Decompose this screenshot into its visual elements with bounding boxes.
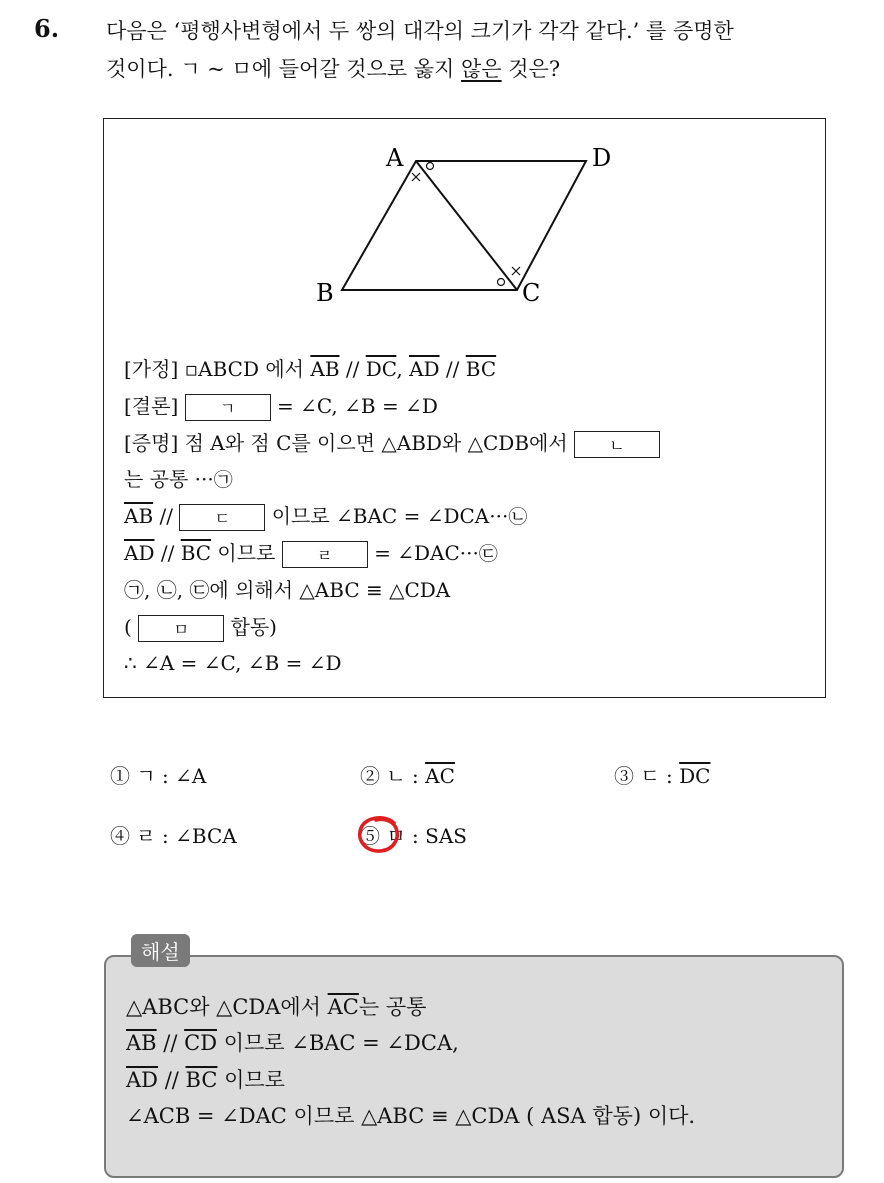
proof-step-common [124, 461, 814, 498]
question-line-2-start: 것이다. ㄱ ~ ㅁ에 들어갈 것으로 옳지 [106, 57, 462, 81]
question-line-2-end: 것은? [501, 57, 561, 81]
solution-tag: 해설 [131, 934, 190, 967]
choice-number: ⑤ [360, 824, 380, 848]
comma: , [396, 357, 410, 381]
segment-ab: $\overline{AB}$ [310, 357, 340, 381]
choice-number: ③ [614, 764, 634, 788]
segment-ad: $\overline{AD}$ [126, 1067, 159, 1092]
solution-text-part: 는 공통 [358, 995, 427, 1019]
solution-line-1 [126, 989, 695, 1025]
solution-text [126, 989, 695, 1135]
segment-dc: $\overline{DC}$ [365, 357, 397, 381]
circled-mark-3: ㉢ [478, 542, 498, 565]
parallelogram-figure [104, 119, 824, 319]
proof-step-4: ㉠, ㉡, ㉢에 의해서 △ABC ≡ △CDA [124, 577, 451, 602]
solution-line-2 [126, 1025, 695, 1061]
solution-line-3 [126, 1062, 695, 1098]
question-number: 6. [34, 14, 60, 43]
choice-text: ㄱ : ∠A [130, 764, 207, 788]
solution-text-part: 이므로 ∠BAC = ∠DCA, [217, 1031, 459, 1056]
proof-step-2 [124, 498, 814, 535]
vertex-label-b: B [316, 279, 334, 307]
diagonal-ac [416, 161, 517, 290]
choice-text: ㄴ : [380, 764, 426, 788]
proof-hypothesis [124, 351, 814, 388]
parallel-sign: // [156, 1031, 185, 1056]
conclusion-suffix: = ∠C, ∠B = ∠D [270, 393, 438, 418]
conclusion-prefix: [결론] [124, 393, 185, 418]
blank-box-2: ㄴ [574, 431, 660, 458]
angle-mark-circle-a [427, 163, 434, 170]
angle-mark-cross-a [412, 173, 420, 181]
segment-ad: $\overline{AD}$ [124, 540, 155, 565]
proof-box [103, 118, 826, 698]
congruence-suffix: 합동) [224, 614, 277, 639]
step-3-suffix: = ∠DAC··· [367, 540, 479, 565]
parallel-sign: // [153, 504, 180, 529]
parallel-sign: // [154, 540, 181, 565]
choice-text: ㅁ : SAS [380, 824, 467, 848]
underlined-word: 않은 [461, 57, 502, 81]
vertex-label-c: C [522, 279, 541, 307]
segment-ab: $\overline{AB}$ [124, 504, 154, 529]
vertex-label-a: A [386, 144, 404, 172]
choice-4[interactable] [110, 820, 237, 849]
choice-1[interactable] [110, 760, 206, 789]
segment-bc: $\overline{BC}$ [185, 1067, 218, 1092]
choice-number: ④ [110, 824, 130, 848]
proof-therefore: ∴ ∠A = ∠C, ∠B = ∠D [124, 651, 342, 676]
choice-segment: $\overline{DC}$ [679, 764, 711, 788]
choice-text: ㄷ : [634, 764, 680, 788]
question-text [106, 12, 866, 88]
parallel-sign: // [439, 357, 466, 381]
hypothesis-prefix: [가정] ▫ABCD 에서 [124, 357, 311, 381]
proof-prefix: [증명] 점 A와 점 C를 이으면 △ABD와 △CDB에서 [124, 430, 575, 455]
proof-conclusion [124, 388, 814, 425]
segment-bc: $\overline{BC}$ [180, 540, 212, 565]
proof-step-1 [124, 425, 814, 462]
blank-box-1: ㄱ [185, 394, 271, 421]
choice-segment: $\overline{AC}$ [425, 764, 455, 788]
angle-mark-cross-c [512, 267, 520, 275]
question-line-1: 다음은 ‘평행사변형에서 두 쌍의 대각의 크기가 각각 같다.’ 를 증명한 [106, 19, 734, 43]
open-paren: ( [124, 614, 139, 639]
choice-2[interactable] [360, 760, 455, 789]
common-text: 는 공통 ··· [124, 467, 214, 492]
segment-cd: $\overline{CD}$ [184, 1031, 218, 1056]
segment-ab: $\overline{AB}$ [126, 1031, 157, 1056]
step-2-suffix: 이므로 ∠BAC = ∠DCA··· [265, 504, 509, 529]
angle-mark-circle-c [498, 279, 505, 286]
segment-bc: $\overline{BC}$ [465, 357, 497, 381]
circled-mark-2: ㉡ [508, 506, 528, 529]
choice-text: ㄹ : ∠BCA [130, 824, 237, 848]
answer-circle-mark [356, 814, 402, 856]
choice-number: ① [110, 764, 130, 788]
circled-mark-1: ㉠ [213, 469, 233, 492]
parallelogram-shape [342, 161, 586, 290]
proof-step-3 [124, 535, 814, 572]
segment-ac: $\overline{AC}$ [327, 995, 359, 1019]
solution-text-part: △ABC와 △CDA에서 [126, 995, 328, 1019]
blank-box-5: ㅁ [138, 615, 224, 642]
proof-step-5 [124, 609, 814, 646]
blank-box-3: ㄷ [179, 504, 265, 531]
solution-box [104, 955, 844, 1178]
choice-3[interactable] [614, 760, 710, 789]
segment-ad: $\overline{AD}$ [409, 357, 440, 381]
blank-box-4: ㄹ [282, 541, 368, 568]
vertex-label-d: D [592, 144, 612, 172]
parallel-sign: // [339, 357, 366, 381]
step-3-mid: 이므로 [211, 540, 282, 565]
solution-text-part: 이므로 [217, 1067, 285, 1092]
choice-number: ② [360, 764, 380, 788]
proof-text [124, 351, 814, 682]
parallel-sign: // [158, 1067, 186, 1092]
question-line-2 [106, 50, 866, 88]
solution-line-4: ∠ACB = ∠DAC 이므로 △ABC ≡ △CDA ( ASA 합동) 이다. [126, 1104, 696, 1129]
